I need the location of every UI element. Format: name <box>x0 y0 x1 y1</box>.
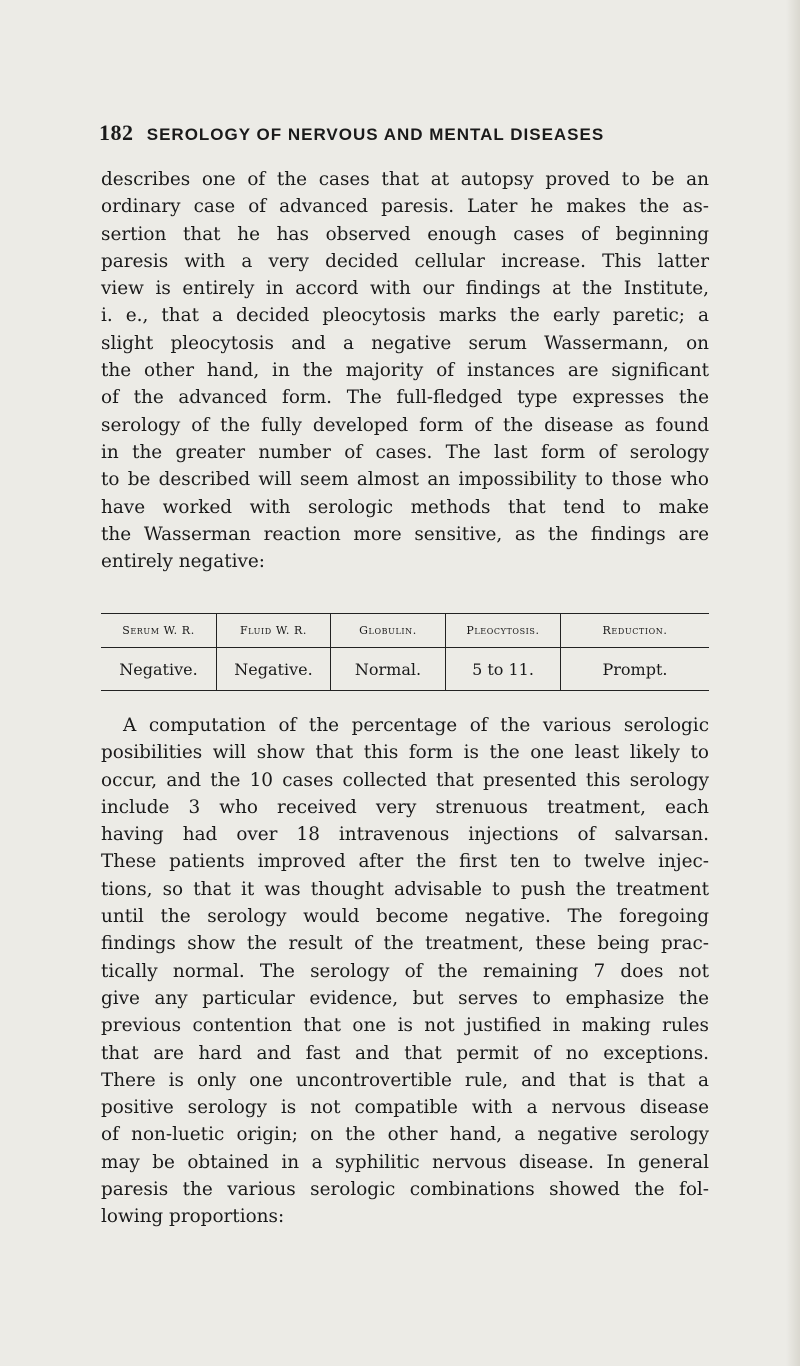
table-header-row <box>101 614 709 648</box>
text-line: paresis with a very decided cellular increase. This latter <box>101 250 709 272</box>
text-line: may be obtained in a syphilitic nervous disease. In general <box>101 1151 709 1173</box>
paragraph-2 <box>101 712 709 1231</box>
text-line: These patients improved after the first ten to twelve injec- <box>101 851 709 873</box>
header-reduction: Reduction. <box>561 614 710 648</box>
text-line: have worked with serologic methods that tend to make <box>101 496 709 518</box>
running-head <box>99 120 719 146</box>
header-globulin: Globulin. <box>331 614 446 648</box>
text-line: in the greater number of cases. The last form of serology <box>101 441 709 463</box>
page-number: 182 <box>99 120 134 145</box>
text-line: having had over 18 intravenous injections of salvarsan. <box>101 824 709 846</box>
header-serum-wr: Serum W. R. <box>101 614 217 648</box>
text-line: serology of the fully developed form of the disease as found <box>101 414 709 436</box>
text-line: the Wasserman reaction more sensitive, as the findings are <box>101 523 709 545</box>
paragraph-1 <box>101 166 709 575</box>
text-line: previous contention that one is not justified in making rules <box>101 1015 709 1037</box>
text-line: of the advanced form. The full-fledged type expresses the <box>101 387 709 409</box>
text-line: give any particular evidence, but serves to emphasize the <box>101 987 709 1009</box>
serology-table <box>101 613 709 691</box>
text-line: that are hard and fast and that permit of no exceptions. <box>101 1042 709 1064</box>
text-line: paresis the various serologic combinations showed the fol- <box>101 1179 709 1201</box>
header-pleocytosis: Pleocytosis. <box>446 614 561 648</box>
text-line: include 3 who received very strenuous treatment, each <box>101 796 709 818</box>
table-row <box>101 648 709 691</box>
running-title: SEROLOGY OF NERVOUS AND MENTAL DISEASES <box>146 125 605 144</box>
text-line: posibilities will show that this form is the one least likely to <box>101 742 709 764</box>
text-line: describes one of the cases that at autopsy proved to be an <box>101 169 709 190</box>
cell-fluid-wr: Negative. <box>217 648 331 691</box>
text-line: of non-luetic origin; on the other hand, a negative serology <box>101 1124 709 1146</box>
text-line: until the serology would become negative. The foregoing <box>101 906 709 928</box>
cell-reduction: Prompt. <box>561 648 710 691</box>
text-line: occur, and the 10 cases collected that presented this serology <box>101 769 709 791</box>
text-line: i. e., that a decided pleocytosis marks the early paretic; a <box>101 305 709 327</box>
text-line: slight pleocytosis and a negative serum Wassermann, on <box>101 332 709 354</box>
text-line: ordinary case of advanced paresis. Later he makes the as- <box>101 196 709 218</box>
cell-pleocytosis: 5 to 11. <box>446 648 561 691</box>
text-line: findings show the result of the treatment, these being prac- <box>101 933 709 955</box>
cell-globulin: Normal. <box>331 648 446 691</box>
text-line: A computation of the percentage of the various serologic <box>123 715 709 736</box>
text-line: the other hand, in the majority of instances are significant <box>101 360 709 382</box>
text-line: tions, so that it was thought advisable to push the treatment <box>101 878 709 900</box>
text-line: positive serology is not compatible with a nervous disease <box>101 1097 709 1119</box>
text-line: There is only one uncontrovertible rule, and that is that a <box>101 1069 709 1091</box>
text-line: tically normal. The serology of the remaining 7 does not <box>101 960 709 982</box>
text-line: view is entirely in accord with our findings at the Institute, <box>101 278 709 300</box>
cell-serum-wr: Negative. <box>101 648 217 691</box>
text-line: lowing proportions: <box>101 1206 285 1228</box>
page-edge <box>786 0 800 1366</box>
text-line: entirely negative: <box>101 551 265 573</box>
text-line: sertion that he has observed enough cases of beginning <box>101 223 709 245</box>
text-line: to be described will seem almost an impossibility to those who <box>101 469 709 491</box>
header-fluid-wr: Fluid W. R. <box>217 614 331 648</box>
